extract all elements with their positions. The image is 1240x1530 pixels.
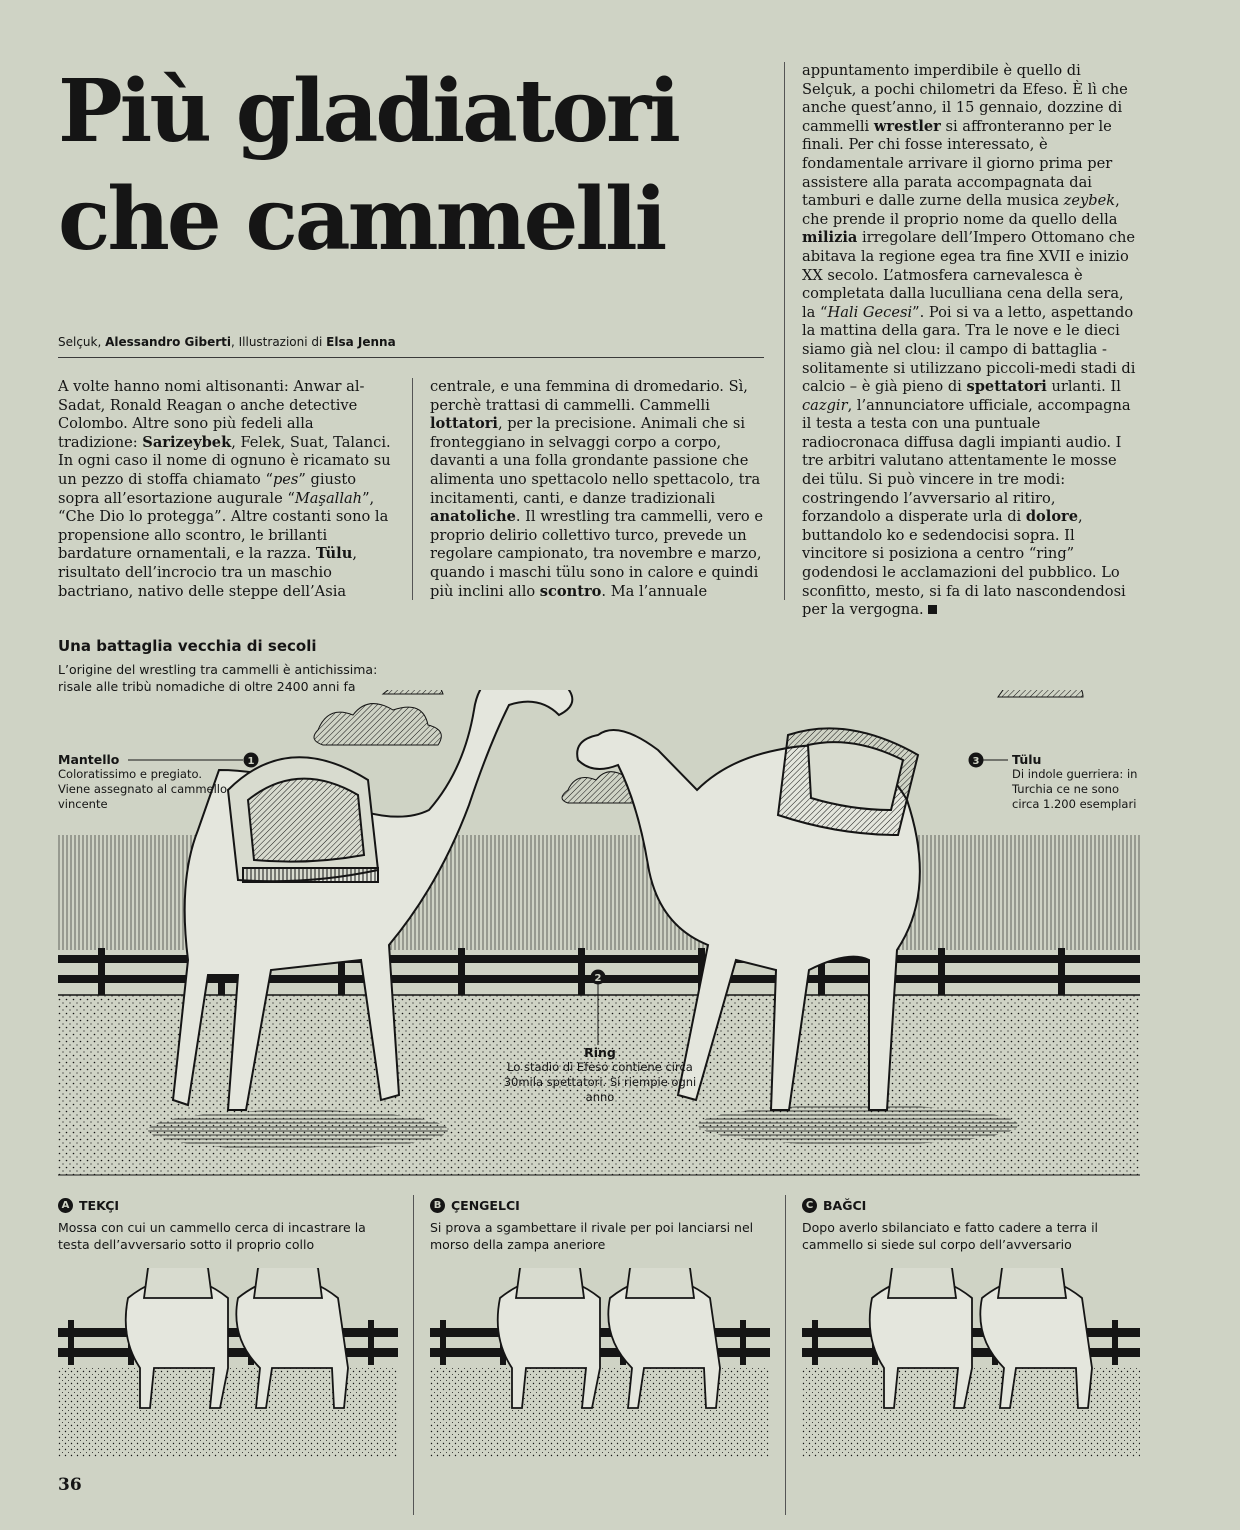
body-column-1	[58, 378, 394, 601]
move-name: BAĞCI	[823, 1198, 867, 1213]
text-run: urlanti. Il	[1046, 378, 1121, 396]
text-run: ”. Poi si va a letto, aspettando la mattina della gara. Tra le nove e le dieci siamo già nel clou: il campo di battaglia - solitamente si utilizzano piccoli-medi stadi di calcio – è già pieno di	[802, 303, 1136, 396]
bold-term: milizia	[802, 229, 858, 247]
clouds	[314, 690, 1083, 803]
end-mark-icon	[928, 605, 937, 614]
move-panel	[802, 1268, 1140, 1458]
title-line-2: che cammelli	[58, 169, 665, 270]
bold-term: wrestler	[873, 117, 941, 135]
text-run: , risultato dell’incrocio tra un maschio bactriano, nativo delle steppe dell’Asia	[58, 545, 357, 600]
bold-term: spettatori	[966, 378, 1047, 396]
move-tekci	[58, 1198, 398, 1253]
bold-term: anatoliche	[430, 508, 516, 526]
text-run: , buttandolo ko e sedendocisi sopra. Il vincitore si posiziona a centro “ring” godendosi le acclamazioni del pubblico. Lo sconfitto, mesto, si fa di lato nascondendosi per la vergogna.	[802, 508, 1126, 619]
body-column-2	[430, 378, 766, 601]
text-run: . Ma l’annuale	[601, 582, 708, 600]
column-divider	[412, 378, 413, 600]
text-run: A volte hanno nomi altisonanti: Anwar al-Sadat, Ronald Reagan o anche detective Colombo. Altre sono più fedeli alla tradizione:	[58, 378, 365, 451]
move-description: Dopo averlo sbilanciato e fatto cadere a terra il cammello si siede sul corpo dell’avversario	[802, 1220, 1099, 1252]
bold-term: Tülu	[315, 545, 353, 563]
italic-term: cazgir	[802, 396, 848, 414]
fence-post	[938, 948, 945, 995]
italic-term: Hali Gecesi	[827, 303, 913, 321]
camel-shadow-right	[698, 1105, 1018, 1145]
infographic-subtitle: L’origine del wrestling tra cammelli è antichissima: risale alle tribù nomadiche di oltre 2400 anni fa	[58, 662, 378, 694]
badge-1-label: 1	[247, 756, 255, 767]
italic-term: zeybek	[1063, 192, 1116, 210]
fence-post	[98, 948, 105, 995]
byline-ill-prefix: , Illustrazioni di	[230, 335, 327, 349]
column-divider	[784, 62, 785, 600]
callout-tulu	[1012, 752, 1142, 812]
text-run: appuntamento imperdibile è quello di Selçuk, a pochi chilometri da Efeso. È lì che anche quest’anno, il 15 gennaio, dozzine di cammelli	[802, 62, 1128, 135]
text-run: ” giusto sopra all’esortazione augurale “	[58, 470, 357, 507]
callout-title: Tülu	[1012, 752, 1042, 767]
callout-mantello	[58, 752, 228, 812]
byline-place: Selçuk,	[58, 335, 106, 349]
move-name: ÇENGELCI	[451, 1198, 520, 1213]
fence-post	[578, 948, 585, 995]
letter-badge-icon: A	[58, 1198, 73, 1213]
moves-illustrations	[58, 1268, 1140, 1468]
move-cengelci	[430, 1198, 770, 1253]
badge-3-label: 3	[972, 756, 980, 767]
page-number: 36	[58, 1475, 82, 1495]
text-run: , l’annunciatore ufficiale, accompagna il testa a testa con una puntuale radiocronaca diffusa dagli impianti audio. I tre arbitri valutano attentamente le mosse dei tülu. Si può vincere in tre modi: costringendo l’avversario al ritiro, forzandolo a disperate urla di	[802, 396, 1131, 526]
move-description: Mossa con cui un cammello cerca di incastrare la testa dell’avversario sotto il proprio collo	[58, 1220, 366, 1252]
italic-term: pes	[272, 470, 299, 488]
badge-2-label: 2	[594, 973, 602, 984]
callout-ring	[500, 1045, 700, 1105]
callout-text: Di indole guerriera: in Turchia ce ne sono circa 1.200 esemplari	[1012, 767, 1138, 811]
bold-term: lottatori	[430, 415, 498, 433]
body-column-3	[802, 62, 1138, 620]
title-line-1: Più gladiatori	[58, 61, 678, 162]
mantello-blanket-right	[778, 728, 918, 835]
infographic-title: Una battaglia vecchia di secoli	[58, 637, 317, 655]
text-run: , per la precisione. Animali che si fronteggiano in selvaggi corpo a corpo, davanti a una folla grondante passione che alimenta uno spettacolo nello spettacolo, tra incitamenti, canti, e danze tradizionali	[430, 415, 761, 507]
fence-post	[1058, 948, 1065, 995]
text-run: , che prende il proprio nome da quello della	[802, 192, 1120, 228]
text-run: si affronteranno per le finali. Per chi fosse interessato, è fondamentale arrivare il giorno prima per assistere alla parata accompagnata dai tamburi e dalle zurne della musica	[802, 117, 1113, 210]
fence-post	[458, 948, 465, 995]
article-title	[58, 58, 778, 274]
text-run: . Il wrestling tra cammelli, vero e proprio delirio collettivo turco, prevede un regolare campionato, tra novembre e marzo, quando i maschi tülu sono in calore e quindi più inclini allo	[430, 508, 763, 600]
callout-title: Mantello	[58, 752, 120, 767]
bold-term: Sarizeybek	[142, 433, 232, 451]
byline	[58, 335, 764, 358]
italic-term: Maşallah	[294, 489, 363, 507]
move-description: Si prova a sgambettare il rivale per poi lanciarsi nel morso della zampa aneriore	[430, 1220, 754, 1252]
byline-author: Alessandro Giberti	[105, 335, 231, 349]
text-run: irregolare dell’Impero Ottomano che abitava la regione egea tra fine XVII e inizio XX secolo. L’atmosfera carnevalesca è completata dalla luculliana cena della sera, la “	[802, 229, 1136, 321]
move-name: TEKÇI	[79, 1198, 120, 1213]
callout-title: Ring	[584, 1045, 616, 1060]
move-panel	[58, 1268, 398, 1458]
mantello-blanket-left	[228, 757, 378, 882]
callout-text: Coloratissimo e pregiato. Viene assegnato al cammello vincente	[58, 767, 228, 811]
byline-illustrator: Elsa Jenna	[326, 335, 396, 349]
move-bagci	[802, 1198, 1142, 1253]
text-run: , Felek, Suat, Talanci. In ogni caso il nome di ognuno è ricamato su un pezzo di stoffa chiamato “	[58, 433, 391, 488]
letter-badge-icon: C	[802, 1198, 817, 1213]
camel-shadow-left	[148, 1110, 448, 1150]
text-run: ”, “Che Dio lo protegga”. Altre costanti sono la propensione allo scontro, le brillanti bardature ornamentali, e la razza.	[58, 489, 389, 563]
text-run: centrale, e una femmina di dromedario. Sì, perchè trattasi di cammelli. Cammelli	[430, 378, 748, 414]
bold-term: scontro	[539, 582, 602, 600]
letter-badge-icon: B	[430, 1198, 445, 1213]
move-panel	[430, 1268, 770, 1458]
callout-text: Lo stadio di Efeso contiene circa 30mila spettatori. Si riempie ogni anno	[503, 1060, 697, 1104]
bold-term: dolore	[1025, 508, 1079, 526]
